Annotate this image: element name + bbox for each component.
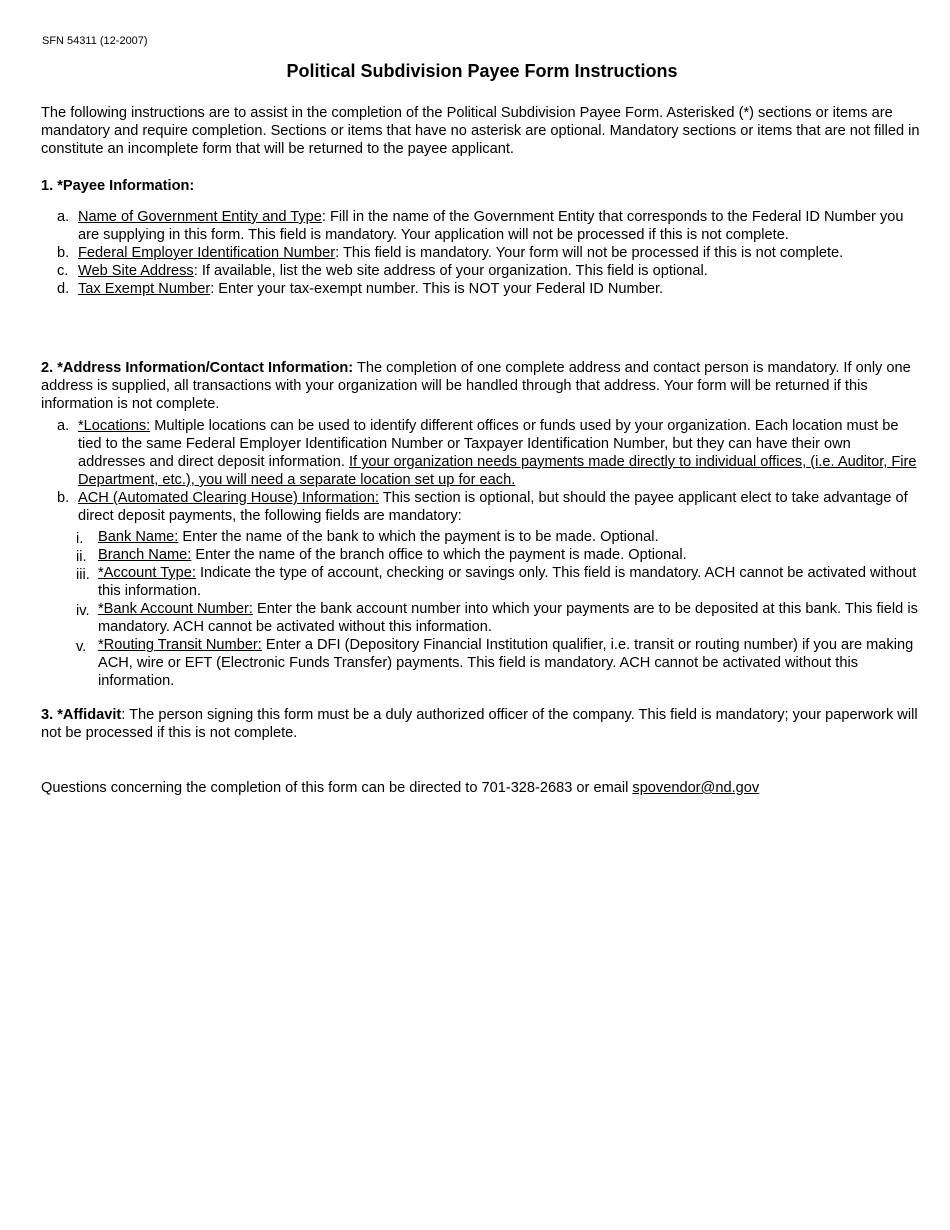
item-text: Enter the bank account number into which your payments are to be deposited at this bank. This field is mandatory. ACH cannot be activated without this information. (98, 601, 918, 635)
item-term: *Locations: (78, 418, 151, 434)
item-term: Federal Employer Identification Number (78, 245, 336, 261)
item-text: Indicate the type of account, checking or savings only. This field is mandatory. ACH cannot be activated without this information. (98, 565, 917, 599)
list-marker: iii. (76, 567, 90, 583)
list-item (76, 636, 921, 690)
intro-paragraph: The following instructions are to assist in the completion of the Political Subdivision Payee Form. Asterisked (*) sections or items are mandatory and require completion. Sections or items that have no asterisk are optional. Mandatory sections or items that are not filled in constitute an incomplete form that will be returned to the payee applicant. (41, 105, 920, 157)
page-title: Political Subdivision Payee Form Instructions (286, 61, 678, 81)
section-payee-information (41, 177, 921, 298)
item-term: Branch Name: (98, 547, 192, 563)
item-term: ACH (Automated Clearing House) Information: (78, 490, 379, 506)
list-item-locations (57, 417, 921, 489)
list-marker: d. (57, 281, 70, 297)
list-marker: a. (57, 209, 70, 225)
list-item (57, 244, 921, 262)
section-text: : The person signing this form must be a duly authorized officer of the company. This field is mandatory; your paperwork will not be processed if this is not complete. (41, 707, 918, 741)
item-text: : Enter your tax-exempt number. This is NOT your Federal ID Number. (210, 281, 664, 297)
list-item (76, 564, 921, 600)
contact-text: Questions concerning the completion of this form can be directed to 701-328-2683 or email (41, 780, 633, 796)
list-marker: b. (57, 245, 70, 261)
item-text: : If available, list the web site address of your organization. This field is optional. (193, 263, 708, 279)
item-text: : Fill in the name of the Government Entity that corresponds to the Federal ID Number you are supplying in this form. This field is mandatory. Your application will not be processed if this is not complete. (78, 209, 904, 243)
item-text: Multiple locations can be used to identify different offices or funds used by your organization. Each location must be tied to the same Federal Employer Identification Number or Taxpayer Identification Number, but they can have their own addresses and direct deposit information. (78, 418, 899, 470)
list-item (76, 528, 921, 547)
item-term: Web Site Address (78, 263, 194, 279)
list-marker: b. (57, 490, 70, 506)
item-term: *Account Type: (98, 565, 196, 581)
payee-info-list (57, 208, 921, 298)
item-term: Name of Government Entity and Type (78, 209, 322, 225)
section-address-information (41, 359, 921, 690)
item-underlined-note: If your organization needs payments made directly to individual offices, (i.e. Auditor, Fire Department, etc.), you will need a separate location set up for each. (78, 454, 917, 488)
list-item (57, 280, 921, 298)
form-number: SFN 54311 (12-2007) (42, 35, 148, 47)
section-heading: 2. *Address Information/Contact Information: (41, 360, 354, 376)
item-term: Tax Exempt Number (78, 281, 211, 297)
list-marker: v. (76, 639, 87, 655)
item-text: Enter a DFI (Depository Financial Institution qualifier, i.e. transit or routing number) if you are making ACH, wire or EFT (Electronic Funds Transfer) payments. This field is mandatory. ACH cannot be activated without this information. (98, 637, 914, 689)
list-item (76, 600, 921, 636)
list-item (57, 208, 921, 244)
item-text: Enter the name of the branch office to which the payment is made. Optional. (191, 547, 687, 563)
item-term: *Bank Account Number: (98, 601, 253, 617)
item-text: Enter the name of the bank to which the payment is to be made. Optional. (178, 529, 659, 545)
section-intro (41, 359, 921, 413)
section-heading: 3. *Affidavit (41, 707, 122, 723)
item-term: Bank Name: (98, 529, 179, 545)
email-link[interactable]: spovendor@nd.gov (632, 780, 760, 796)
list-item-ach (57, 489, 921, 690)
contact-questions (41, 779, 921, 797)
list-marker: a. (57, 418, 70, 434)
address-info-list (57, 417, 921, 690)
item-text: This section is optional, but should the payee applicant elect to take advantage of direct deposit payments, the following fields are mandatory: (78, 490, 908, 524)
section-affidavit (41, 706, 921, 742)
list-marker: i. (76, 531, 84, 547)
list-marker: ii. (76, 549, 87, 565)
section-text: The completion of one complete address and contact person is mandatory. If only one address is supplied, all transactions with your organization will be handled through that address. Your form will be returned if this information is not complete. (41, 360, 911, 412)
list-marker: iv. (76, 603, 90, 619)
section-heading: 1. *Payee Information: (41, 178, 195, 194)
item-text: : This field is mandatory. Your form will not be processed if this is not complete. (335, 245, 844, 261)
item-term: *Routing Transit Number: (98, 637, 262, 653)
list-item (57, 262, 921, 280)
list-marker: c. (57, 263, 69, 279)
list-item (76, 546, 921, 565)
ach-fields-list (76, 528, 921, 690)
